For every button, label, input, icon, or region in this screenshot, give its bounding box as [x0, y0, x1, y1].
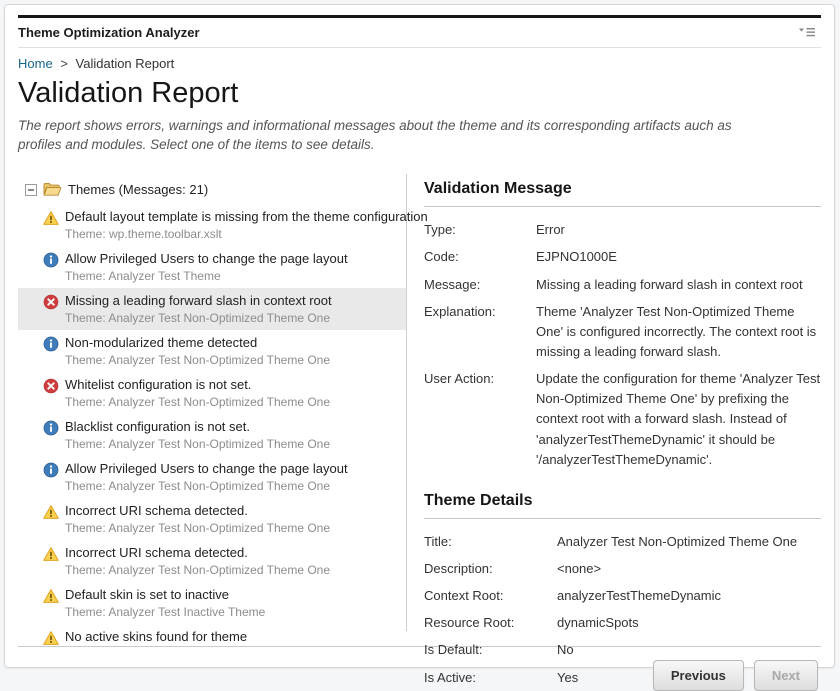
tree-item-message: Default layout template is missing from the theme configuration	[65, 209, 428, 225]
tree-item-message: Whitelist configuration is not set.	[65, 377, 252, 393]
field-row	[424, 613, 821, 633]
theme-details-heading: Theme Details	[424, 486, 821, 519]
field-row	[424, 302, 821, 362]
tree-item-message: Incorrect URI schema detected.	[65, 503, 248, 519]
field-value: Analyzer Test Non-Optimized Theme One	[557, 533, 798, 549]
field-value: dynamicSpots	[557, 615, 639, 631]
field-value: Update the configuration for theme 'Analyzer Test Non-Optimized Theme One' by prefixing the context root with a forward slash. Instead of 'analyzerTestThemeDynamic' it should be '/analyzerTestThemeDynamic'.	[536, 371, 821, 467]
warning-icon	[43, 588, 59, 604]
app-title: Theme Optimization Analyzer	[18, 25, 200, 40]
breadcrumb	[18, 48, 821, 74]
field-row	[424, 247, 821, 267]
field-value: Theme 'Analyzer Test Non-Optimized Theme One' is configured incorrectly. The context root is missing a leading forward slash.	[536, 303, 817, 360]
field-row	[424, 559, 821, 579]
field-label: User Action:	[424, 371, 495, 387]
tree-item[interactable]	[18, 582, 406, 624]
tree-item[interactable]	[18, 624, 406, 652]
field-row	[424, 220, 821, 240]
tree-item-message: Missing a leading forward slash in context root	[65, 293, 332, 309]
field-row	[424, 532, 821, 552]
tree-item-theme: Theme: Analyzer Test Inactive Theme	[65, 605, 266, 620]
error-icon	[43, 294, 59, 310]
tree-item-theme: Theme: Analyzer Test Non-Optimized Theme One	[65, 437, 331, 452]
tree-item-theme: Theme: Analyzer Test Non-Optimized Theme One	[65, 521, 331, 536]
tree-item[interactable]	[18, 498, 406, 540]
tree-item[interactable]	[18, 372, 406, 414]
tree-item-theme: Theme: Analyzer Test Theme	[65, 269, 221, 284]
folder-icon	[43, 182, 62, 197]
breadcrumb-home-link[interactable]: Home	[18, 56, 53, 71]
error-icon	[43, 378, 59, 394]
tree-item-message: Default skin is set to inactive	[65, 587, 230, 603]
validation-message-heading: Validation Message	[424, 174, 821, 207]
tree-item-message: Incorrect URI schema detected.	[65, 545, 248, 561]
info-icon	[43, 420, 59, 436]
field-value: Yes	[557, 669, 579, 685]
app-window	[4, 4, 835, 685]
field-value: EJPNO1000E	[536, 249, 617, 265]
tree-item[interactable]	[18, 414, 406, 456]
field-value: <none>	[557, 561, 602, 576]
tree-item-theme: Theme: Analyzer Test Non-Optimized Theme One	[65, 395, 331, 410]
warning-icon	[43, 630, 59, 646]
field-label: Message:	[424, 276, 481, 292]
field-row	[424, 275, 821, 295]
tree-item[interactable]	[18, 456, 406, 498]
page-title: Validation Report	[18, 77, 239, 109]
field-label: Title:	[424, 533, 452, 549]
info-icon	[43, 336, 59, 352]
warning-icon	[43, 210, 59, 226]
field-label: Description:	[424, 561, 493, 576]
message-tree-panel	[18, 174, 428, 645]
tree-item-message: Non-modularized theme detected	[65, 335, 258, 351]
info-icon	[43, 252, 59, 268]
warning-icon	[43, 546, 59, 562]
field-label: Type:	[424, 222, 456, 238]
breadcrumb-separator: >	[60, 56, 68, 71]
page-description: The report shows errors, warnings and informational messages about the theme and its corresponding artifacts auch as profiles and modules. Select one of the items to see details.	[18, 118, 732, 153]
previous-button[interactable]: Previous	[653, 660, 744, 691]
tree-root-themes[interactable]	[18, 179, 406, 204]
tree-item[interactable]	[18, 246, 406, 288]
validation-message-fields	[424, 220, 821, 470]
field-row	[424, 369, 821, 470]
field-label: Is Active:	[424, 669, 477, 685]
next-button[interactable]: Next	[754, 660, 818, 691]
field-label: Context Root:	[424, 588, 504, 604]
tree-item-theme: Theme: Analyzer Test Non-Optimized Theme One	[65, 479, 331, 494]
field-value: Error	[536, 222, 565, 238]
field-label: Resource Root:	[424, 615, 515, 631]
tree-item-theme: Theme: wp.theme.toolbar.xslt	[65, 227, 222, 242]
info-icon	[43, 462, 59, 478]
tree-item[interactable]	[18, 204, 428, 246]
tree-item-message: Allow Privileged Users to change the page layout	[65, 251, 348, 267]
tree-item-message: No active skins found for theme	[65, 629, 248, 645]
app-header	[18, 18, 821, 48]
tree-item[interactable]	[18, 330, 406, 372]
tree-item-theme: Theme: Analyzer Test Non-Optimized Theme One	[65, 563, 331, 578]
field-value: Missing a leading forward slash in context root	[536, 276, 803, 292]
field-label: Code:	[424, 249, 459, 265]
tree-item[interactable]	[18, 540, 406, 582]
tree-item[interactable]	[18, 288, 406, 330]
field-value: No	[557, 642, 574, 658]
field-row	[424, 586, 821, 606]
field-label: Explanation:	[424, 303, 496, 319]
tree-item-theme: Theme: Analyzer Test Non-Optimized Theme One	[65, 353, 331, 368]
tree-root-label: Themes (Messages: 21)	[68, 182, 209, 198]
menu-icon[interactable]	[796, 25, 818, 40]
tree-item-message: Blacklist configuration is not set.	[65, 419, 250, 435]
collapse-icon[interactable]	[25, 184, 37, 196]
tree-item-message: Allow Privileged Users to change the page layout	[65, 461, 348, 477]
breadcrumb-current: Validation Report	[75, 56, 175, 71]
field-label: Is Default:	[424, 642, 483, 658]
warning-icon	[43, 504, 59, 520]
field-value: analyzerTestThemeDynamic	[557, 588, 722, 604]
tree-item-theme: Theme: Analyzer Test Non-Optimized Theme One	[65, 311, 331, 326]
field-row	[424, 640, 821, 660]
